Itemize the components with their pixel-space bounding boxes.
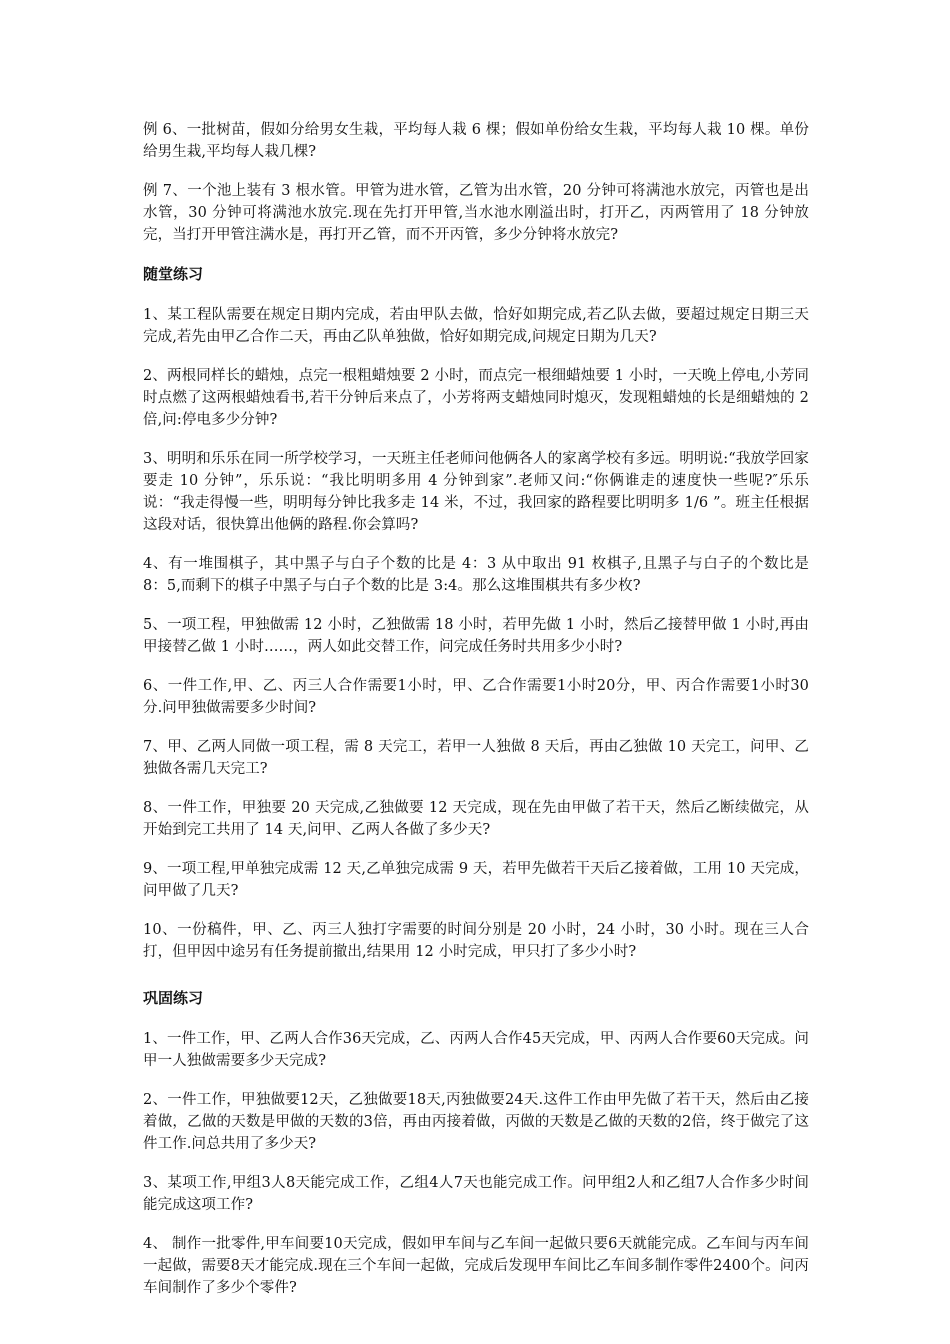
consolidation-item-1: 1、一件工作，甲、乙两人合作36天完成，乙、丙两人合作45天完成，甲、丙两人合作要60天完成。问甲一人独做需要多少天完成? <box>143 1031 809 1069</box>
practice-item-3: 3、明明和乐乐在同一所学校学习，一天班主任老师问他俩各人的家离学校有多远。明明说:“我放学回家要走 10 分钟”，乐乐说：“我比明明多用 4 分钟到家”.老师又问:“你俩谁走的速度快一些呢?″乐乐说：“我走得慢一些，明明每分钟比我多走 14 米，不过，我回家的路程要比明明多 1/6 ”。班主任根据这段对话，很快算出他俩的路程.你会算吗? <box>143 451 809 533</box>
document-page <box>143 119 809 1316</box>
practice-item-5: 5、一项工程，甲独做需 12 小时，乙独做需 18 小时，若甲先做 1 小时，然后乙接替甲做 1 小时,再由甲接替乙做 1 小时……，两人如此交替工作，问完成任务时共用多少小时? <box>143 617 809 655</box>
practice-item-4: 4、有一堆围棋子，其中黑子与白子个数的比是 4：3 从中取出 91 枚棋子,且黑子与白子的个数比是 8：5,而剩下的棋子中黑子与白子个数的比是 3:4。那么这堆围棋共有多少枚? <box>143 556 809 594</box>
consolidation-item-4: 4、 制作一批零件,甲车间要10天完成，假如甲车间与乙车间一起做只要6天就能完成。乙车间与丙车间一起做，需要8天才能完成.现在三个车间一起做，完成后发现甲车间比乙车间多制作零件2400个。问丙车间制作了多少个零件? <box>143 1236 809 1296</box>
practice-item-6: 6、一件工作,甲、乙、丙三人合作需要1小时，甲、乙合作需要1小时20分，甲、丙合作需要1小时30分.问甲独做需要多少时间? <box>143 678 809 716</box>
practice-item-1: 1、某工程队需要在规定日期内完成，若由甲队去做，恰好如期完成,若乙队去做，要超过规定日期三天完成,若先由甲乙合作二天，再由乙队单独做，恰好如期完成,问规定日期为几天? <box>143 307 809 345</box>
practice-item-10: 10、一份稿件，甲、乙、丙三人独打字需要的时间分别是 20 小时，24 小时，30 小时。现在三人合打，但甲因中途另有任务提前撤出,结果用 12 小时完成，甲只打了多少小时? <box>143 922 809 960</box>
section-heading-consolidation: 巩固练习 <box>143 989 204 1007</box>
practice-item-2: 2、两根同样长的蜡烛，点完一根粗蜡烛要 2 小时，而点完一根细蜡烛要 1 小时，一天晚上停电,小芳同时点燃了这两根蜡烛看书,若干分钟后来点了，小芳将两支蜡烛同时熄灭，发现粗蜡烛的长是细蜡烛的 2 倍,问:停电多少分钟? <box>143 368 809 428</box>
example-6: 例 6、一批树苗，假如分给男女生栽，平均每人栽 6 棵；假如单份给女生栽，平均每人栽 10 棵。单份给男生栽,平均每人栽几棵? <box>143 122 809 160</box>
example-7: 例 7、一个池上装有 3 根水管。甲管为进水管，乙管为出水管，20 分钟可将满池水放完，丙管也是出水管，30 分钟可将满池水放完.现在先打开甲管,当水池水刚溢出时，打开乙，丙两管用了 18 分钟放完，当打开甲管注满水是，再打开乙管，而不开丙管，多少分钟将水放完? <box>143 183 809 243</box>
consolidation-item-3: 3、某项工作,甲组3人8天能完成工作，乙组4人7天也能完成工作。问甲组2人和乙组7人合作多少时间能完成这项工作? <box>143 1175 809 1213</box>
practice-item-8: 8、一件工作，甲独要 20 天完成,乙独做要 12 天完成，现在先由甲做了若干天，然后乙断续做完，从开始到完工共用了 14 天,问甲、乙两人各做了多少天? <box>143 800 809 838</box>
section-heading-practice: 随堂练习 <box>143 265 204 283</box>
consolidation-item-2: 2、一件工作，甲独做要12天，乙独做要18天,丙独做要24天.这件工作由甲先做了若干天，然后由乙接着做，乙做的天数是甲做的天数的3倍，再由丙接着做，丙做的天数是乙做的天数的2倍，终于做完了这件工作.问总共用了多少天? <box>143 1092 809 1152</box>
practice-item-9: 9、一项工程,甲单独完成需 12 天,乙单独完成需 9 天，若甲先做若干天后乙接着做，工用 10 天完成，问甲做了几天? <box>143 861 809 899</box>
practice-item-7: 7、甲、乙两人同做一项工程，需 8 天完工，若甲一人独做 8 天后，再由乙独做 10 天完工，问甲、乙独做各需几天完工? <box>143 739 809 777</box>
